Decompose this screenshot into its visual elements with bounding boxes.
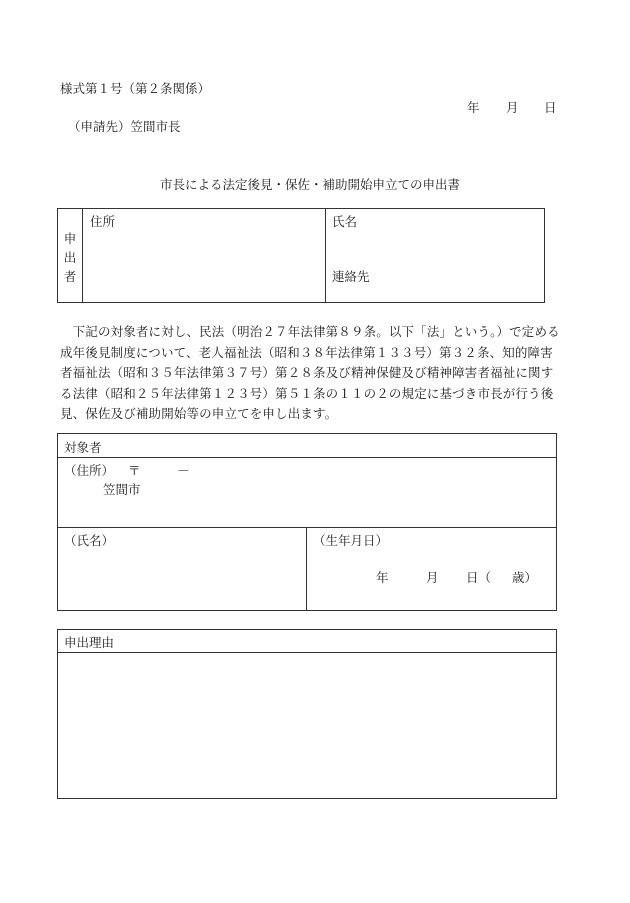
birth-day-label: 日（ [466,570,492,585]
date-year-label: 年 [467,100,480,115]
reason-header-divider [57,652,557,653]
birth-month-label: 月 [426,570,439,585]
statement-line: 下記の対象者に対し、民法（明治２７年法律第８９条。以下「法」という。）で定める [60,324,560,339]
date-month-label: 月 [506,100,519,115]
applicant-table [57,208,545,303]
statement-line: 成年後見制度について、老人福祉法（昭和３８年法律第１３３号）第３２条、知的障害 [60,344,553,360]
subject-heading: 対象者 [64,440,102,455]
applicant-side-char: 申 [63,231,77,246]
applicant-side-char: 出 [63,250,77,265]
subject-name-label: （氏名） [64,533,115,548]
form-number: 様式第１号（第２条関係） [60,81,211,96]
statement-line: 者福祉法（昭和３５年法律第３７号）第２８条及び精神保健及び精神障害者福祉に関す [60,365,554,380]
applicant-address-label: 住所 [90,214,116,229]
postal-mark: 〒 [128,463,141,478]
applicant-divider-left [82,208,83,303]
subject-city: 笠間市 [103,482,141,497]
subject-address-divider [57,527,557,528]
subject-birth-label: （生年月日） [313,533,389,548]
applicant-side-char: 者 [63,269,77,284]
date-day-label: 日 [544,100,557,115]
statement-line: 見、保佐及び補助開始等の申立てを申し出ます。 [60,406,338,421]
applicant-divider-middle [325,208,326,303]
birth-age-label: 歳） [512,570,538,585]
subject-name-birth-divider [306,527,307,611]
applicant-side-label [62,229,78,286]
applicant-contact-label: 連絡先 [332,269,370,284]
subject-address-label: （住所） [64,463,115,478]
postal-dash: － [177,463,190,478]
document-title: 市長による法定後見・保佐・補助開始申立ての申出書 [160,177,461,192]
statement-line: る法律（昭和２５年法律第１２３号）第５１条の１１の２の規定に基づき市長が行う後 [60,385,554,401]
birth-year-label: 年 [376,570,389,585]
reason-table [57,629,557,799]
addressee: （申請先）笠間市長 [68,119,181,134]
applicant-name-label: 氏名 [332,214,358,229]
reason-heading: 申出理由 [64,635,115,650]
subject-header-divider [57,457,557,458]
request-statement [60,322,558,425]
